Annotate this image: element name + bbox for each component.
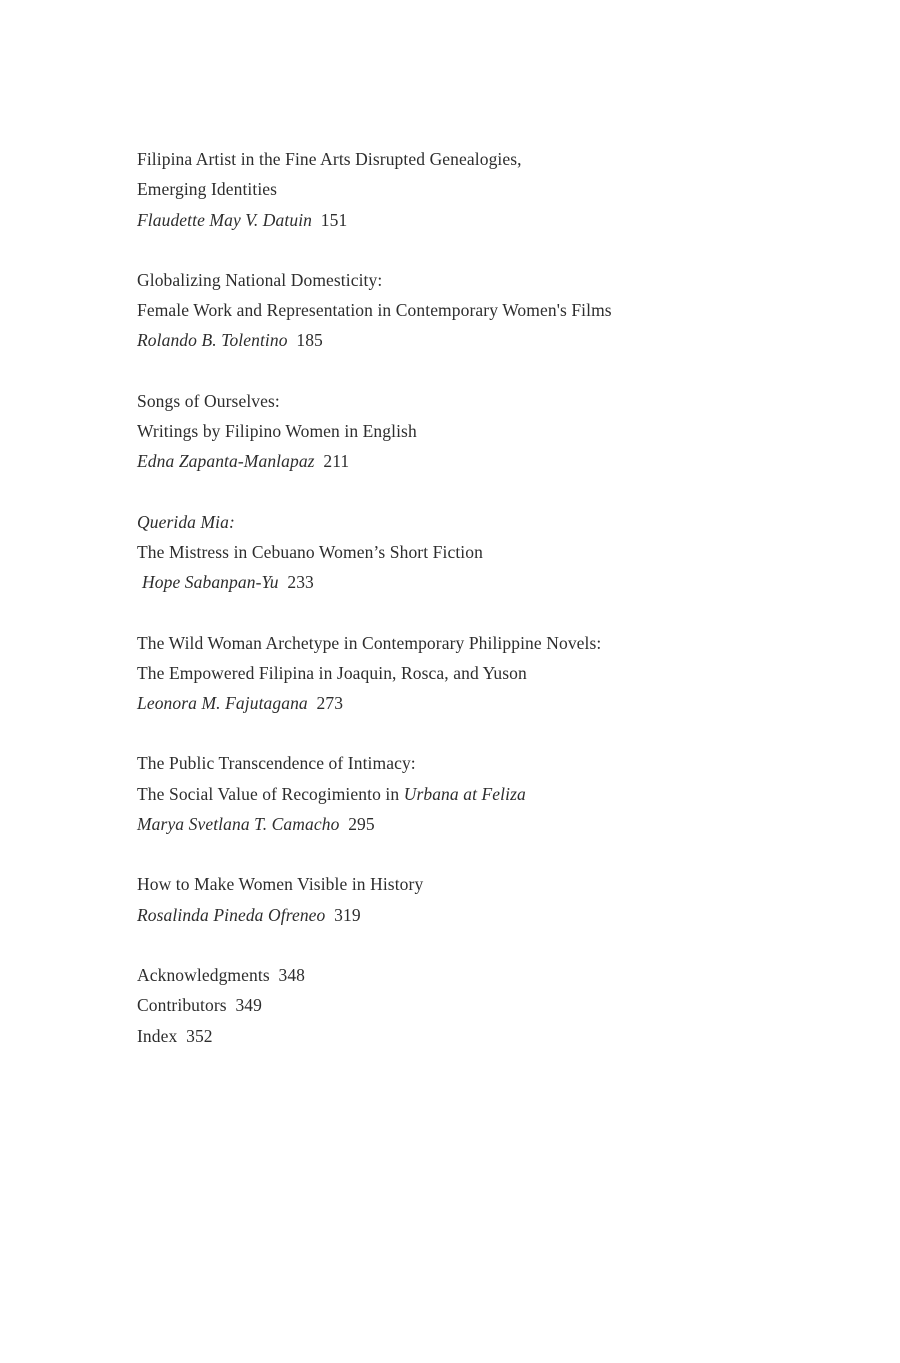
author-name: Leonora M. Fajutagana <box>137 693 308 714</box>
toc-title-line <box>137 295 797 325</box>
title-segment: The Public Transcendence of Intimacy: <box>137 753 416 774</box>
back-matter-label: Index <box>137 1025 178 1046</box>
toc-title-line <box>137 658 797 688</box>
toc-entry-list <box>137 144 797 930</box>
title-segment: The Social Value of Recogimiento in <box>137 783 404 804</box>
toc-author-line <box>137 205 797 235</box>
author-name: Rosalinda Pineda Ofreneo <box>137 904 326 925</box>
toc-title-line <box>137 537 797 567</box>
page-number: 295 <box>348 814 375 835</box>
title-segment-italic: Querida Mia: <box>137 511 235 532</box>
author-name: Edna Zapanta-Manlapaz <box>137 451 315 472</box>
toc-title-line <box>137 628 797 658</box>
page-number: 352 <box>186 1025 213 1046</box>
author-name: Rolando B. Tolentino <box>137 330 288 351</box>
author-name: Marya Svetlana T. Camacho <box>137 814 340 835</box>
toc-title-line <box>137 174 797 204</box>
title-segment: The Wild Woman Archetype in Contemporary Philippine Novels: <box>137 632 602 653</box>
title-segment: Writings by Filipino Women in English <box>137 421 417 442</box>
toc-author-line <box>137 325 797 355</box>
title-segment: Songs of Ourselves: <box>137 390 280 411</box>
toc-title-line <box>137 779 797 809</box>
toc-title-line <box>137 869 797 899</box>
toc-title-line <box>137 386 797 416</box>
table-of-contents <box>137 144 797 1051</box>
title-segment: How to Make Women Visible in History <box>137 874 424 895</box>
toc-entry <box>137 507 797 598</box>
back-matter-item <box>137 960 797 990</box>
title-segment: Filipina Artist in the Fine Arts Disrupted Genealogies, <box>137 149 522 169</box>
title-segment: Emerging Identities <box>137 179 278 200</box>
title-segment: The Empowered Filipina in Joaquin, Rosca, and Yuson <box>137 662 527 683</box>
author-name: Hope Sabanpan-Yu <box>142 572 279 593</box>
toc-title-line <box>137 748 797 778</box>
toc-author-line <box>137 567 797 597</box>
back-matter-item <box>137 990 797 1020</box>
title-segment: Female Work and Representation in Contemporary Women's Films <box>137 300 612 321</box>
toc-author-line <box>137 809 797 839</box>
back-matter-label: Contributors <box>137 995 227 1016</box>
toc-title-line <box>137 416 797 446</box>
back-matter-item <box>137 1021 797 1051</box>
author-name: Flaudette May V. Datuin <box>137 209 313 230</box>
toc-title-line <box>137 265 797 295</box>
page-number: 151 <box>320 209 348 230</box>
toc-title-line <box>137 507 797 537</box>
toc-author-line <box>137 446 797 476</box>
page-number: 349 <box>235 995 262 1016</box>
page-number: 319 <box>334 904 361 925</box>
toc-entry <box>137 628 797 719</box>
title-segment: The Mistress in Cebuano Women’s Short Fiction <box>137 541 483 562</box>
toc-author-line <box>137 688 797 718</box>
page-number: 185 <box>296 330 323 351</box>
page-number: 348 <box>278 964 306 985</box>
toc-entry <box>137 265 797 356</box>
back-matter-list <box>137 960 797 1051</box>
title-segment: Globalizing National Domesticity: <box>137 269 383 290</box>
page-number: 211 <box>323 451 350 472</box>
toc-entry <box>137 869 797 930</box>
toc-entry <box>137 748 797 839</box>
page-number: 233 <box>287 572 314 593</box>
toc-author-line <box>137 900 797 930</box>
page-number: 273 <box>316 693 344 714</box>
toc-title-line <box>137 144 797 174</box>
title-segment-italic: Urbana at Feliza <box>403 783 526 804</box>
back-matter-label: Acknowledgments <box>137 964 270 985</box>
toc-entry <box>137 386 797 477</box>
toc-entry <box>137 144 797 235</box>
